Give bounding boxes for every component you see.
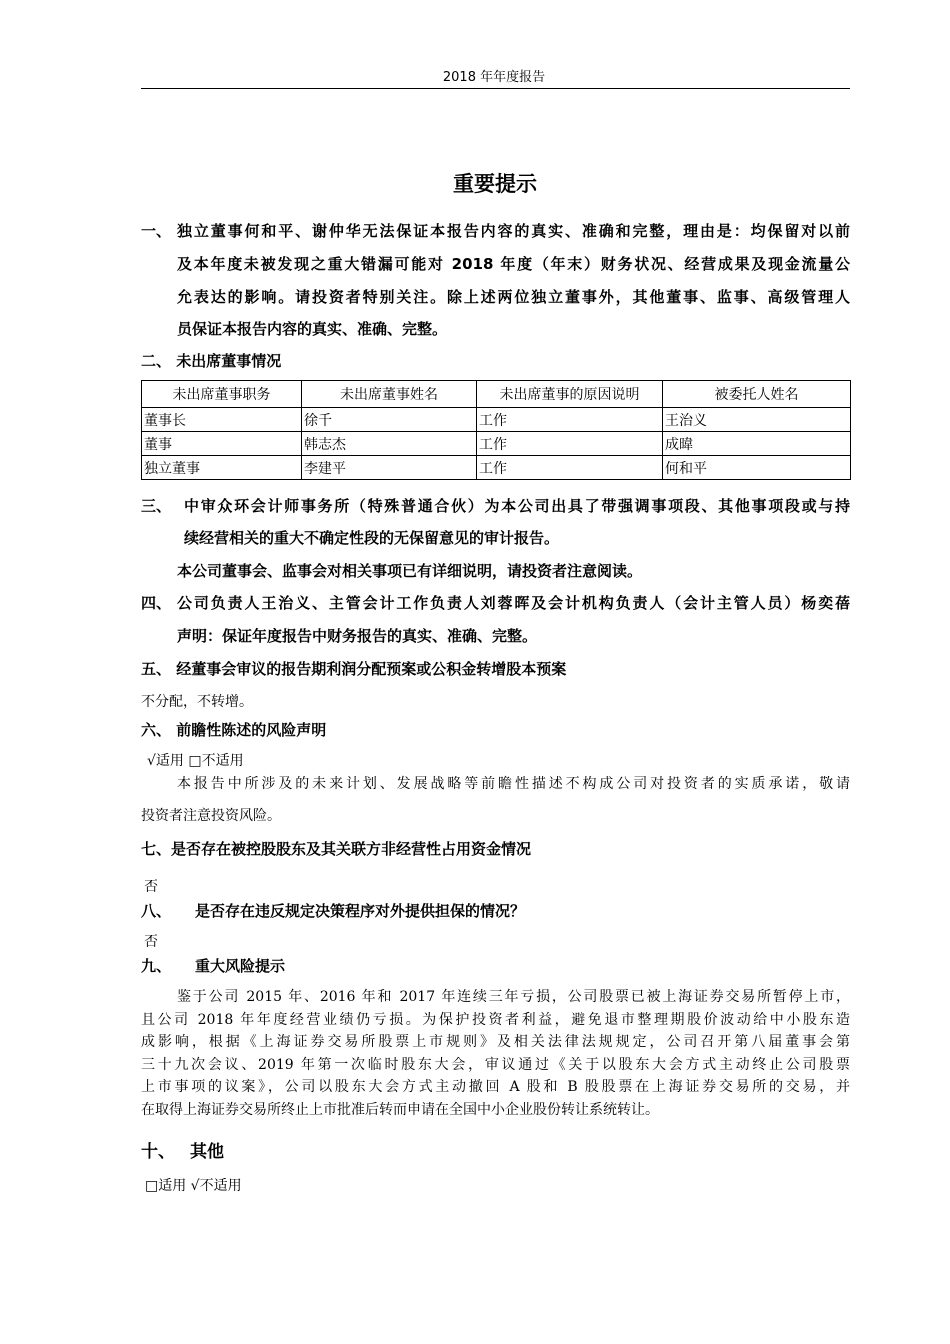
section-1-line-2: 及本年度未被发现之重大错漏可能对 2018 年度（年末）财务状况、经营成果及现金流量公 [177, 255, 850, 273]
section-8-heading: 是否存在违反规定决策程序对外提供担保的情况？ [195, 902, 526, 920]
section-6-options: √适用 □不适用 [147, 753, 244, 769]
table-cell: 何和平 [663, 456, 851, 480]
section-3-line-2: 续经营相关的重大不确定性段的无保留意见的审计报告。 [184, 529, 560, 547]
column-header-proxy: 被委托人姓名 [663, 381, 851, 408]
section-6-heading: 六、 前瞻性陈述的风险声明 [141, 721, 327, 739]
section-8-label: 八、 [141, 902, 172, 920]
section-4-line-2: 声明：保证年度报告中财务报告的真实、准确、完整。 [177, 627, 538, 645]
section-6-line-1: 本报告中所涉及的未来计划、发展战略等前瞻性描述不构成公司对投资者的实质承诺，敬请 [177, 776, 850, 792]
section-7-heading: 七、是否存在被控股股东及其关联方非经营性占用资金情况 [141, 840, 532, 858]
table-cell: 工作 [477, 408, 663, 432]
table-row [142, 408, 851, 432]
table-cell: 工作 [477, 456, 663, 480]
section-5-heading: 五、 经董事会审议的报告期利润分配预案或公积金转增股本预案 [141, 660, 567, 678]
table-cell: 董事 [142, 432, 302, 456]
section-3-label: 三、 [141, 497, 172, 515]
risk-line-3: 成影响，根据《上海证券交易所股票上市规则》及相关法律法规规定，公司召开第八届董事会第 [141, 1034, 850, 1050]
section-2-heading: 二、 未出席董事情况 [141, 352, 282, 370]
section-3-note: 本公司董事会、监事会对相关事项已有详细说明，请投资者注意阅读。 [177, 562, 643, 580]
section-6-line-2: 投资者注意投资风险。 [141, 808, 281, 824]
column-header-reason: 未出席董事的原因说明 [477, 381, 663, 408]
section-1-line-4: 员保证本报告内容的真实、准确、完整。 [177, 320, 448, 338]
page-title: 重要提示 [453, 172, 537, 196]
section-9-label: 九、 [141, 957, 172, 975]
section-1-line-1: 独立董事何和平、谢仲华无法保证本报告内容的真实、准确和完整，理由是：均保留对以前 [177, 222, 850, 240]
section-10-options: □适用 √不适用 [145, 1178, 242, 1194]
table-cell: 韩志杰 [302, 432, 477, 456]
table-cell: 董事长 [142, 408, 302, 432]
table-header-row [142, 381, 851, 408]
section-10-heading: 其他 [190, 1142, 224, 1162]
table-cell: 独立董事 [142, 456, 302, 480]
column-header-position: 未出席董事职务 [142, 381, 302, 408]
table-row [142, 432, 851, 456]
section-7-answer: 否 [144, 879, 158, 895]
header-divider [141, 88, 850, 89]
section-5-answer: 不分配，不转增。 [141, 694, 253, 710]
report-header-title: 2018 年年度报告 [442, 70, 546, 85]
table-cell: 李建平 [302, 456, 477, 480]
section-10-label: 十、 [141, 1142, 175, 1162]
table-cell: 工作 [477, 432, 663, 456]
table-cell: 成暐 [663, 432, 851, 456]
section-3-line-1: 中审众环会计师事务所（特殊普通合伙）为本公司出具了带强调事项段、其他事项段或与持 [184, 497, 850, 515]
table-cell: 王治义 [663, 408, 851, 432]
section-8-answer: 否 [144, 934, 158, 950]
table-row [142, 456, 851, 480]
risk-line-1: 鉴于公司 2015 年、2016 年和 2017 年连续三年亏损，公司股票已被上海证券交易所暂停上市， [177, 989, 850, 1005]
section-1-label: 一、 [141, 222, 172, 240]
risk-line-4: 三十九次会议、2019 年第一次临时股东大会，审议通过《关于以股东大会方式主动终止公司股票 [141, 1056, 850, 1073]
risk-line-2: 且公司 2018 年年度经营业绩仍亏损。为保护投资者利益，避免退市整理期股价波动给中小股东造 [141, 1011, 850, 1028]
risk-warning-paragraph [141, 986, 850, 1121]
section-1-line-3: 允表达的影响。请投资者特别关注。除上述两位独立董事外，其他董事、监事、高级管理人 [177, 288, 850, 306]
risk-line-6: 在取得上海证券交易所终止上市批准后转而申请在全国中小企业股份转让系统转让。 [141, 1101, 659, 1118]
column-header-name: 未出席董事姓名 [302, 381, 477, 408]
table-cell: 徐千 [302, 408, 477, 432]
risk-line-5: 上市事项的议案》，公司以股东大会方式主动撤回 A 股和 B 股股票在上海证券交易所的交易，并 [141, 1079, 850, 1095]
section-4-label: 四、 [141, 594, 172, 612]
absent-directors-table [141, 380, 851, 480]
section-9-heading: 重大风险提示 [195, 957, 286, 975]
section-4-line-1: 公司负责人王治义、主管会计工作负责人刘蓉晖及会计机构负责人（会计主管人员）杨奕蓓 [177, 594, 850, 612]
